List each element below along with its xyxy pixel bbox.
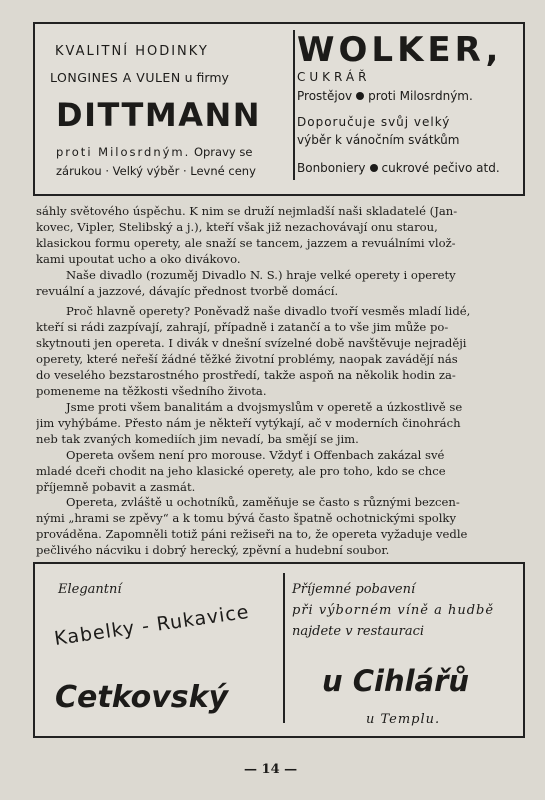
- text-line: Jsme proti všem banalitám a dvojsmyslům v operetě a úzkostlivě se: [66, 400, 463, 414]
- bullet-icon: [370, 164, 378, 172]
- page-number: — 14 —: [244, 762, 298, 777]
- article-paragraph-4: [36, 399, 526, 447]
- bottom-ad-divider: [283, 573, 285, 723]
- bullet-icon: [356, 92, 364, 100]
- cetkovsky-ad-line1: Elegantní: [58, 582, 122, 597]
- text-line: sáhly světového úspěchu. K nim se druží nejmladší naši skladatelé (Jan-: [36, 204, 458, 218]
- cetkovsky-ad-goods: Kabelky - Rukavice: [52, 600, 251, 650]
- text-line: do veselého bezstarostného prostředí, takže aspoň na několik hodin za-: [36, 368, 456, 383]
- wolker-ad-pastry: cukrové pečivo atd.: [381, 161, 500, 175]
- cihlaru-ad-brand: u Cihlářů: [322, 664, 470, 698]
- cetkovsky-ad-brand: Cetkovský: [55, 680, 229, 715]
- text-line: Proč hlavně operety? Poněvadž naše divadlo tvoří vesměs mladí lidé,: [66, 304, 471, 318]
- text-line: jim vyhýbáme. Přesto nám je někteří vytýkají, ač v moderních činohrách: [36, 416, 461, 431]
- article-paragraph-6: [36, 494, 526, 558]
- wolker-ad-line4: výběr k vánočním svátkům: [297, 133, 460, 147]
- dittmann-ad-line1: KVALITNÍ HODINKY: [55, 44, 209, 59]
- text-line: skytnouti jen opereta. I divák v dnešní svízelné době navštěvuje nejraději: [36, 336, 467, 351]
- dittmann-ad-brand: DITTMANN: [56, 96, 262, 134]
- wolker-ad-line5: [297, 161, 500, 175]
- dittmann-ad-line4: zárukou · Velký výběr · Levné ceny: [56, 164, 256, 178]
- top-ad-divider: [293, 30, 295, 180]
- text-line: kovec, Vipler, Stelibský a j.), kteří však již nezachovávají onu starou,: [36, 220, 438, 235]
- dittmann-ad-brands: LONGINES A VULEN: [50, 70, 181, 85]
- text-line: mladé dceři chodit na jeho klasické operety, ale pro toho, kdo se chce: [36, 464, 446, 479]
- cihlaru-ad-line2: při výborném víně a hudbě: [292, 603, 495, 618]
- article-paragraph-5: [36, 447, 526, 495]
- text-line: pečlivého nácviku i dobrý herecký, zpěvní a hudební soubor.: [36, 543, 390, 558]
- text-line: revuální a jazzové, dávajíc přednost tvorbě domácí.: [36, 284, 339, 299]
- wolker-ad-line2: [297, 89, 473, 103]
- cihlaru-ad-line4: u Templu.: [366, 712, 441, 727]
- text-line: Naše divadlo (rozuměj Divadlo N. S.) hraje velké operety i operety: [66, 268, 456, 282]
- text-line: Opereta ovšem není pro morouse. Vždyť i Offenbach zakázal své: [66, 448, 445, 462]
- wolker-ad-bonboniery: Bonboniery: [297, 161, 366, 175]
- text-line: příjemně pobavit a zasmát.: [36, 480, 196, 495]
- cihlaru-ad-line3: najdete v restauraci: [292, 624, 425, 639]
- text-line: kteří si rádi zazpívají, zahrají, případně i zatančí a to vše jim může po-: [36, 320, 449, 335]
- text-line: kami upoutat ucho a oko divákovo.: [36, 252, 241, 267]
- dittmann-ad-repairs: Opravy se: [190, 145, 253, 159]
- wolker-ad-location: proti Milosrdným.: [368, 89, 473, 103]
- text-line: nými „hrami se zpěvy“ a k tomu bývá často špatně ochotnickými spolky: [36, 511, 457, 526]
- dittmann-ad-line2: [50, 70, 229, 85]
- wolker-ad-brand: WOLKER,: [297, 30, 503, 70]
- text-line: prováděna. Zapomněli totiž páni režiseři na to, že opereta vyžaduje vedle: [36, 527, 468, 542]
- text-line: pomeneme na těžkosti všedního života.: [36, 384, 267, 399]
- dittmann-ad-firm: u firmy: [180, 70, 229, 85]
- wolker-ad-town: Prostějov: [297, 89, 353, 103]
- wolker-ad-line1: CUKRÁŘ: [297, 70, 371, 84]
- article-paragraph-3: [36, 303, 526, 400]
- article-paragraph-2: [36, 267, 526, 299]
- text-line: Opereta, zvláště u ochotníků, zaměňuje se často s různými bezcen-: [66, 495, 460, 509]
- wolker-ad-line3: Doporučuje svůj velký: [297, 115, 451, 129]
- article-paragraph-1: [36, 203, 526, 267]
- text-line: klasickou formu operety, ale snaží se tancem, jazzem a revuálními vlož-: [36, 236, 456, 251]
- cihlaru-ad-line1: Příjemné pobavení: [292, 582, 416, 597]
- dittmann-ad-line3: [56, 145, 252, 159]
- text-line: neb tak zvaných komediích jim nevadí, ba smějí se jim.: [36, 432, 359, 447]
- text-line: operety, které neřeší žádné těžké životní problémy, naopak zavádějí nás: [36, 352, 458, 367]
- dittmann-ad-location: proti Milosrdným.: [56, 145, 191, 159]
